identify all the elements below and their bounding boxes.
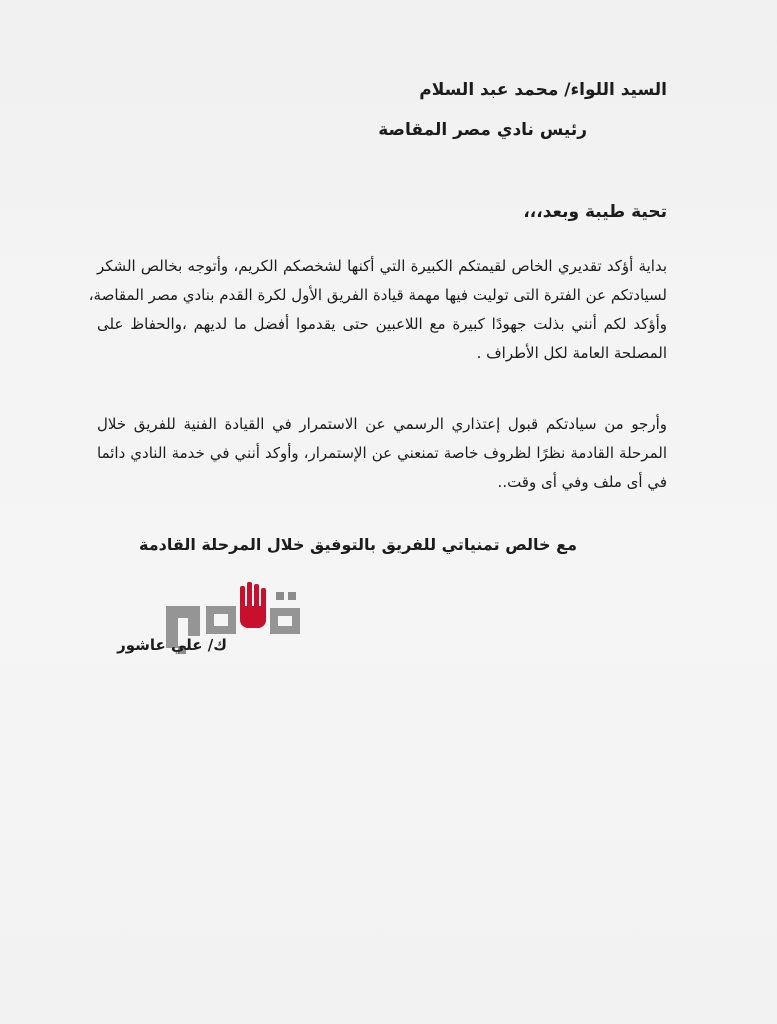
paragraph-1-line: وأؤكد لكم أنني بذلت جهودًا كبيرة مع اللاعبين حتى يقدموا أفضل ما لديهم ،والحفاظ على <box>97 315 667 333</box>
paragraph-2-line: في أى ملف وفي أى وقت.. <box>497 473 667 491</box>
paragraph-1-line: بداية أؤكد تقديري الخاص لقيمتكم الكبيرة التي أكنها لشخصكم الكريم، وأتوجه بخالص الشكر <box>97 257 667 275</box>
closing-line: مع خالص تمنياتي للفريق بالتوفيق خلال المرحلة القادمة <box>139 535 577 554</box>
paragraph-2-line: وأرجو من سيادتكم قبول إعتذاري الرسمي عن الاستمرار في القيادة الفنية للفريق خلال <box>97 415 667 433</box>
paragraph-1-line: لسيادتكم عن الفترة التى توليت فيها مهمة قيادة الفريق الأول لكرة القدم بنادي مصر المقاصة، <box>88 286 667 304</box>
paragraph-2-line: المرحلة القادمة نظرًا لظروف خاصة تمنعني عن الإستمرار، وأوكد أنني في خدمة النادي دائما <box>97 444 667 462</box>
hand-icon <box>240 582 266 628</box>
watermark-glyph-mid <box>206 606 236 634</box>
paragraph-1 <box>88 252 667 368</box>
greeting: تحية طيبة وبعد،،، <box>523 202 667 222</box>
addressee-name: السيد اللواء/ محمد عبد السلام <box>419 80 667 100</box>
paragraph-2 <box>97 410 667 497</box>
signature: ك/ علي عاشور <box>117 636 227 654</box>
watermark-glyph-right <box>270 608 300 634</box>
addressee-title: رئيس نادي مصر المقاصة <box>378 120 587 140</box>
paragraph-1-line: المصلحة العامة لكل الأطراف . <box>476 344 667 362</box>
